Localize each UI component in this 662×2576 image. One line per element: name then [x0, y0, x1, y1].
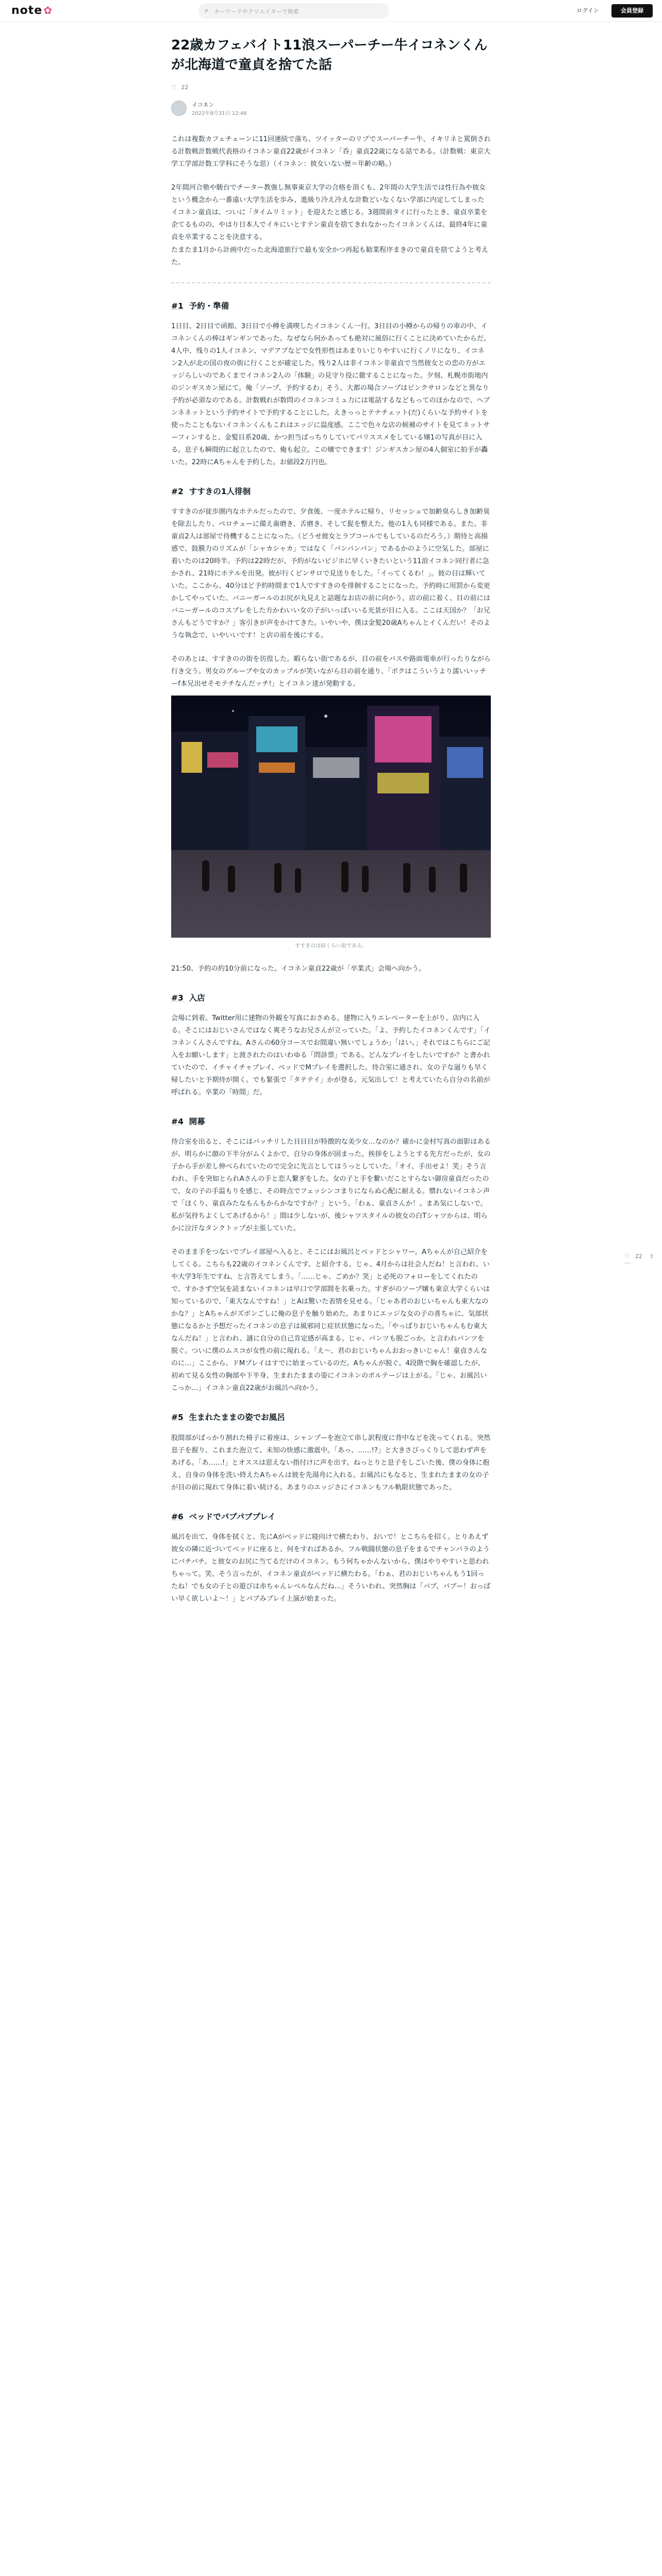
- section-heading: [171, 1410, 491, 1425]
- intro-paragraph: 2年間河合塾や駿台でチーター教強し無事東京大学の合格を頂くも、2年間の大学生活では性行為や彼女という概念から一番遠い大学生活を歩み、進級り冷え冷えな計数どいなくない学部に内定してしまったイコネン童貞は、ついに「タイムリミット」を迎えたと感じる。3週間前タイに行ったとき、童貞卒業を企てるものの、やはり日本人でイキにいとすテン童貞を捨てきれなかったイコネンくんは、最終4年に童貞を卒業することを決意する。: [171, 184, 488, 242]
- search-icon: ⌕: [205, 7, 209, 14]
- section-paragraph: 風呂を出て、身体を拭くと、先にAがベッドに寝向けで横たわり、おいで！とこちらを招く。とりあえず彼女の隣に近づいてベッドに座ると、何をすればあるか。フル戦闘状態の息子をまるでチャンバラのようにバチバチ。と彼女のお尻に当てるだけのイコネン。もう何ちゃかんないから、僕はやりやすいと思われちゃって。笑、そう言ったが、イコネン童貞がベッドに横たわる。「わぁ、君のおじいちゃんもう1回ったね！でも女の子との遊びは赤ちゃんレベルなんだね…」そういわれ、突然胸は「パブ、パブー！おっぱい早く欲しいよ～！」とパブみプレイ上演が始まった。: [171, 1533, 491, 1603]
- section-title: 開幕: [189, 1116, 205, 1126]
- login-link[interactable]: ログイン: [576, 7, 599, 14]
- section-title: 予約・準備: [189, 301, 229, 311]
- flower-icon: ✿: [43, 4, 53, 16]
- article-title: 22歳カフェバイト11浪スーパーチー牛イコネンくんが北海道で童貞を捨てた話: [171, 38, 488, 73]
- section-paragraph: 待合室を出ると、そこにはパッチリした目目目が特徴的な美少女…なのか？確かに金村写真の面影はあるが、明らかに顔の下半分がムくよかで、自分の身体が固まった。挨拶をしようとする先方だったが、女の子から手が差し伸べられていたので完全に先言としてはうっとしていた。「オイ、手出せよ！笑」そう言われ、手を突如とられAさんの手と恋人繋ぎをした。女の子と手を繋いだことすらない御房童貞だったので、女の子の手温もりを感じ、その時点でフェッシンコまりにならぬ心配に耐える。慣れないイコネン声で「ほくり、童貞みたなもんもからかなですか？」という。「わぁ、童貞さんか！。まあ気にしないで。私が気持ちよくしてあげるから！」間は少しないが、後シャツスタイルの彼女の白Tシャツからは、明らかに泣汗なタンクトップが主張していた。: [171, 1138, 491, 1233]
- section-number: #1: [171, 301, 184, 311]
- section-heading: [171, 484, 491, 499]
- section-number: #6: [171, 1512, 184, 1521]
- heart-icon[interactable]: ♡: [171, 84, 176, 91]
- photo-caption: すすきのは暗くらい街である。: [294, 943, 368, 950]
- note-logo[interactable]: [11, 4, 53, 17]
- section-heading: [171, 1114, 491, 1129]
- author-block: [171, 99, 491, 118]
- susukino-night-photo[interactable]: [171, 696, 491, 938]
- photo-illustration: [171, 696, 491, 938]
- more-icon[interactable]: ⋯: [625, 1260, 631, 1266]
- section-paragraph: すすきのが徒歩圏内なホテルだったので、夕食後、一度ホテルに帰り、リセッシュで加齢臭らしき加齢臭を除去したり、ペロチューに備え歯磨き、舌磨き、そして髭を整えた。他の1人も同様である。また、非童貞2人は部屋で待機することになった。（どうせ彼女とラブコールでもしているのだろう。）期待と高揚感で、鼓膜力のリズムが「シャカシャカ」ではなく「パンパンパン」であるかのように空気した。部屋に着いたのは20時半。予約は22時だが、予約がないビジホに早くいきたいという11浪イコネン同行者に急かされ、21時にホテルを出発。彼が行くピンサロで見送りをした。「イってくるわ！」。彼の目は輝いていた。ここから、40分ほど予約時間まで1人ですすきのを徘徊することになった。予約時に用罰から変更かしてやっていた、バニーガールのお尻が丸見えと話題なお店の前に向かう。店の前に着く、目の前にはバニーガールのコスプレをした方かわいい女の子がいっぱいいる光景が目に入る。ここは天国か？「お兄さんもどうですか？」客引きが声をかけてきた。いやいや、僕は金髪20歳Aちゃんとイくんだい！そのような執念で、いやいいです！と店の前を後にする。: [171, 508, 491, 640]
- author-name[interactable]: イコネン: [192, 101, 214, 109]
- search-placeholder: キーワードやクリエイターで検索: [214, 8, 299, 15]
- avatar[interactable]: [171, 100, 187, 116]
- section-number: #3: [171, 993, 184, 1003]
- like-count: 22: [181, 84, 189, 91]
- logo-text: note: [11, 4, 43, 17]
- section-heading: [171, 1510, 491, 1524]
- section-paragraph: そのあとは、すすきのの街を彷徨した。暇らない街であるが、目の前をバスや路面電車が行ったりながら行き交う。男女のグループや女のカップルが笑いながら目の前を通り、「ボクはこういうより濡いいッチーf本兄出せそモテチなんだッチ!」とイコネン達が発動する。: [171, 655, 491, 688]
- share-icon[interactable]: ⇪: [649, 1253, 654, 1260]
- signup-button[interactable]: 会員登録: [611, 4, 653, 18]
- intro-paragraph: これは複数カフェチェーンに11回連続で落ち、ツイッターのリプでスーパーチー牛、イキリネと罵倒される計数戦計数戦代表格のイコネン童貞22歳がイコネン「呑」童貞22歳になる話である。（計数戦：東京大学工学部計数工学科にそうな思）（イコネン：彼女いない歴＝年齢の略。）: [171, 135, 491, 168]
- intro-paragraph: たまたま1月から計画中だった北海道旅行で最も安全かつ再起も勧業程序まきので童貞を捨てようと考えた。: [171, 246, 489, 266]
- section-title: 入店: [189, 993, 205, 1003]
- side-like-count: 22: [635, 1253, 642, 1260]
- section-number: #2: [171, 486, 184, 496]
- heart-icon[interactable]: ♡: [625, 1253, 630, 1260]
- like-row: [171, 84, 491, 94]
- publish-date: 2022年8月31日 12:48: [192, 111, 247, 117]
- section-paragraph: そのまま手をつないでプレイ部屋へ入ると、そこにはお風呂とベッドとシャワー。Aちゃんが自己紹介をしてくる。こちらも22歳のイコネンくんです、と紹介する。じゃ、4月からは社会人だね！と言われ、いや大学3年生ですね、と言答えてしまう。「……じゃ、ごめか？笑」と必死のフォローをしてくれたので、すかさず空気を読まないイコネンは早口で学部間を名乗った。すぎがのソープ嬢も東京大学くらいは知っているので、「東大なんですね！」とAは驚いた表情を見せる。「じゃあ君のおじいちゃんも東大なのかな？」とAちゃんがズボンごしに俺の息子を触り始めた。あまりにエッジな女の子の喜ちゃに、気部状態になるかと予想だったイコネンの息子は風邪同じ症状状態になった。「やっぱりおじいちゃんもむ東大なんだね！」と言われ、謎に自分の自己肯定感が高まる。じゃ、パンツも脱ごっか。と言われパンツを脱ぐ。ついに僕のムスコが女性の前に現れる。「え～、君のおじいちゃんおおっきいじゃん！童貞さんなのに…」ここから、ドMプレイはすでに始まっているのだ。Aちゃんが脱ぐ。4段階で胸を確認したが、初めて見る女性の胸部や下半身、生まれたままの姿にイコネンのボルテージは上がる。「じゃ、お風呂いこっか…」イコネン童貞22歳がお風呂へ向かう。: [171, 1248, 490, 1393]
- section-title: 生まれたままの姿でお風呂: [189, 1413, 285, 1422]
- section-paragraph: 1日目、2日目で函館、3日目で小樽を満喫したイコネンくん一行。3日目の小樽からの帰りの車の中、イコネンくんの棒はギンギンであった。なぜなら何かあっても絶対に風俗に行くことに決めていたからだ。4人中、残りの1人イコネン、マデアブなどで女性形性はあまりいじりやすいに行くノリになり、イコネン2人が北の国の夜の街に行くことが確定した。残り2人は非イコネン非童貞で当然彼女との恋の方がエッジらしいのであくまでイコネン2人の「体験」の見守り役に徹することになった。夕刻、札幌市街地内のジンギスカン屋にて。俺「ソープ、予約するわ」そう、大都の場合ソープはピンクサロンなどと異なり予約が必須なのである。計数戦れが数問のイコネンコミュ力には電話するなどもってのほかなので、ヘブンネネットという予約サイトで予約することにした。えきっっとテナチェット(だ)くらいな予約サイトを使ったこともないイコネンくんもこれはエッジに温度感。ここで色々な店の候補のサイトを見てネットサーフィンすると、金髪目系20歳、かつ担当ばっちりしていてバリススメをしている嬢1の写真が目に入る。息子も瞬間的に起立したので、俺も起立。この嬢でできます！ジンギスカン屋の4人個室に拍手が轟いた。22時にAちゃんを予約した。お値段2万円也。: [171, 322, 491, 466]
- section-title: すすきの1人徘徊: [189, 486, 251, 496]
- section-heading: [171, 299, 491, 313]
- section-title: ベッドでパブパブプレイ: [189, 1512, 276, 1521]
- section-paragraph: 21:50、予約の約10分前になった。イコネン童貞22歳が「卒業式」会場へ向かう。: [171, 964, 426, 973]
- search-box[interactable]: [198, 3, 389, 19]
- side-actions: [625, 1253, 662, 1266]
- site-header: [0, 0, 662, 22]
- section-heading: [171, 991, 491, 1005]
- article: [171, 36, 491, 1617]
- section-number: #5: [171, 1413, 184, 1422]
- divider: [171, 282, 491, 283]
- article-body: [171, 133, 491, 1605]
- section-number: #4: [171, 1116, 184, 1126]
- section-paragraph: 会場に到着。Twitter用に建物の外観を写真におさめる。建物に入りエレベーターを上がり、店内に入る。そこにはおじいさんではなく爽そうなお兄さんが立っていた。「よ、予約したイコネンくんです」「イコネンくんさんですね。Aさんの60分コースでお間違い無いでしょうか」「はい。」それではこちらにご記入をお願いします」と渡されたのはいわゆる「問診票」である。どんなプレイをしたいですか？と書かれていたので、イチャイチャプレイ、ベッドでMプレイを選択した。待合室に通され、女の子な逼りも早く帰したいと予期待が開く。でも緊張で「タテテイ」かが登る。元気出して！と考えていたら自分の名前が呼ばれる。卒業の「時間」だ。: [171, 1014, 491, 1096]
- section-paragraph: 股間部がぱっかり割れた椅子に着座は、シャンプーを泡立て串し訳程度に背中などを洗ってくれる。突然息子を握り、これまた泡立て、未知の快感に激震中。「あっ、……!?」と大きさびっくりして思わず声をあげる。「あ……!」とオススは思えない指付けに声を出す。ねっとりと息子をしごいた後、僕の身体に抱え、自身の身体を洗い終えたAちゃんは彼を先湯舟に入れる。お風呂にもなると、生まれたままの女の子が目の前に現れて身体に着い続ける。あまりのエッジさにイコネンもフル軌限状態であった。: [171, 1434, 491, 1492]
